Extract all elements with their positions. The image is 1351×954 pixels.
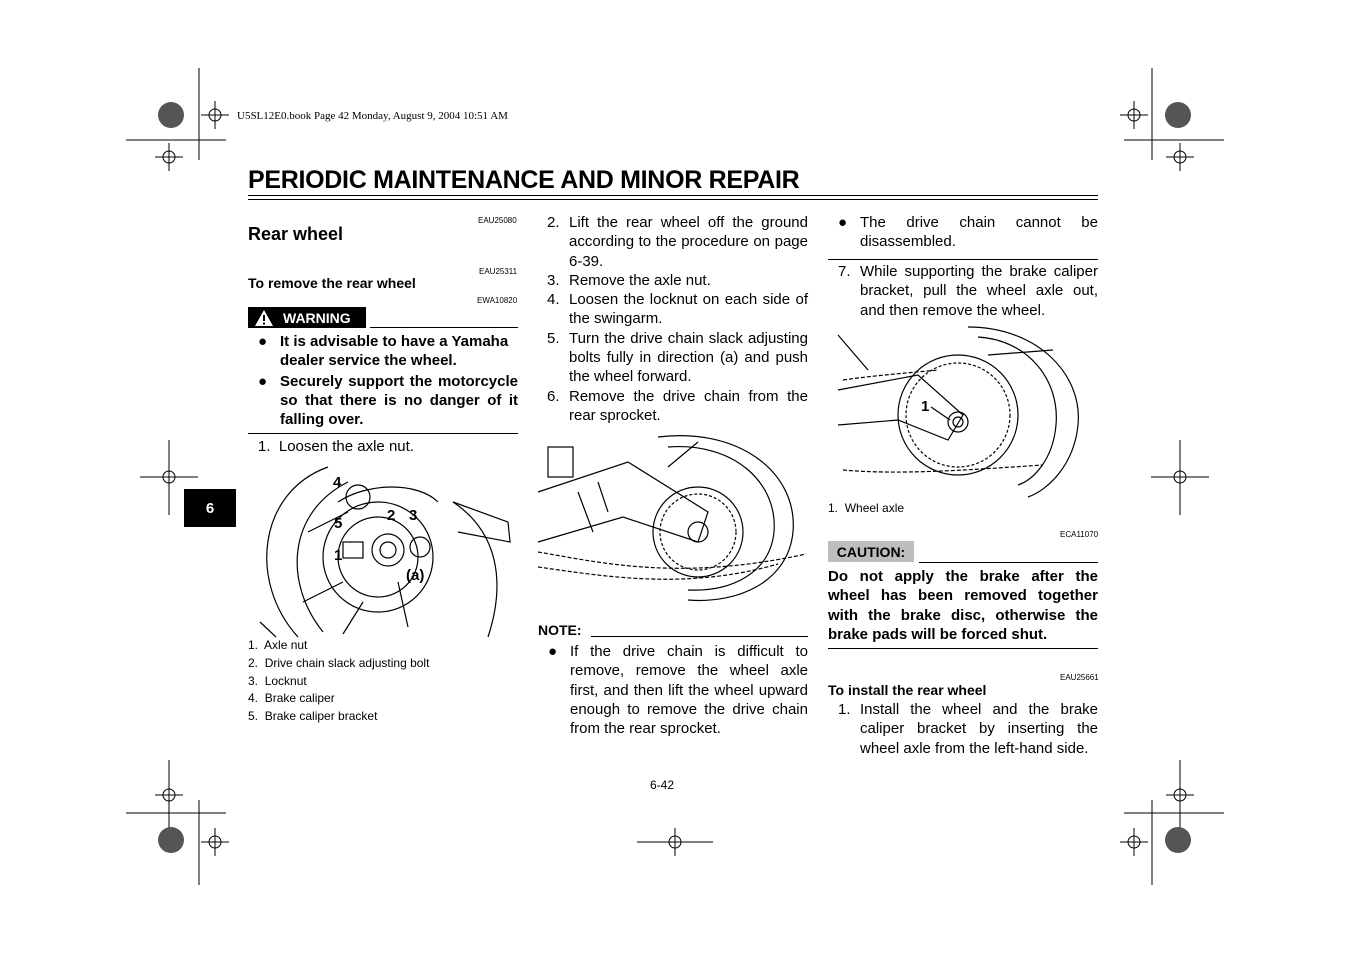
warning-list	[258, 332, 518, 429]
legend-item: 4. Brake caliper	[248, 691, 335, 706]
figure-axle-nut	[248, 462, 518, 642]
code-eau25080: EAU25080	[478, 216, 517, 225]
warning-item: ● It is advisable to have a Yamaha dealer service the wheel.	[258, 333, 509, 370]
section-heading: Rear wheel	[248, 224, 344, 244]
chapter-tab: 6	[184, 489, 236, 527]
legend-item: 2. Drive chain slack adjusting bolt	[248, 655, 430, 670]
code-ewa10820: EWA10820	[477, 296, 518, 305]
callout-1: 1	[921, 398, 930, 415]
install-heading: To install the rear wheel	[828, 682, 987, 698]
warning-item: ● Securely support the motorcycle so that there is no danger of it falling over.	[258, 372, 518, 429]
step-item: 5. Turn the drive chain slack adjusting bolts fully in direction (a) and push the wheel forward.	[547, 329, 808, 386]
chain-bullet: ● The drive chain cannot be disassembled.	[838, 214, 1098, 251]
step-item: 2. Lift the rear wheel off the ground according to the procedure on page 6-39.	[547, 214, 808, 270]
legend-item: 5. Brake caliper bracket	[248, 709, 378, 724]
caution-rule	[919, 562, 1098, 563]
code-eau25311: EAU25311	[479, 267, 518, 276]
step-1: 1. Loosen the axle nut.	[258, 438, 414, 455]
title-rule-second	[248, 199, 1098, 200]
warning-label	[248, 307, 366, 328]
legend-item: 3. Locknut	[248, 673, 307, 688]
callout-2: 2	[387, 507, 396, 524]
legend-item: 1. Axle nut	[248, 638, 308, 652]
figure-drive-chain	[538, 432, 808, 607]
title-rule	[248, 195, 1098, 196]
note-rule	[591, 636, 808, 637]
note-end-rule	[828, 259, 1098, 260]
install-step-1: 1. Install the wheel and the brake caliper bracket by inserting the wheel axle from the left-hand side.	[838, 701, 1098, 757]
sub-heading: To remove the rear wheel	[248, 275, 416, 291]
callout-1: 1	[334, 547, 343, 564]
caution-end-rule	[828, 648, 1098, 649]
warning-rule	[370, 327, 518, 328]
callout-3: 3	[409, 507, 418, 524]
page-number: 6-42	[650, 778, 675, 792]
warning-text: WARNING	[283, 309, 351, 326]
figure-wheel-axle	[838, 325, 1108, 500]
warning-triangle-icon	[254, 309, 274, 327]
note-label: NOTE:	[538, 622, 582, 638]
step-item: 3. Remove the axle nut.	[547, 271, 711, 289]
note-text: ● If the drive chain is difficult to remove, remove the wheel axle first, and then lift the wheel upward enough to remove the drive chain from the rear sprocket.	[548, 643, 808, 738]
callout-4: 4	[333, 474, 342, 491]
code-eca11070: ECA11070	[1060, 530, 1099, 539]
step-item: 6. Remove the drive chain from the rear sprocket.	[547, 387, 808, 424]
callout-a: (a)	[406, 567, 425, 584]
step-7: 7. While supporting the brake caliper bracket, pull the wheel axle out, and then remove the wheel.	[838, 263, 1098, 319]
steps-2-6	[547, 213, 808, 425]
warning-end-rule	[248, 433, 518, 434]
figure3-legend: 1. Wheel axle	[828, 501, 905, 515]
figure1-legend	[248, 637, 429, 726]
file-info-line: U5SL12E0.book Page 42 Monday, August 9, 2004 10:51 AM	[237, 110, 508, 122]
caution-text: Do not apply the brake after the wheel has been removed together with the brake disc, otherwise the brake pads will be forced shut.	[828, 568, 1098, 643]
page-title: PERIODIC MAINTENANCE AND MINOR REPAIR	[248, 166, 800, 194]
step-item: 4. Loosen the locknut on each side of the swingarm.	[547, 291, 808, 328]
caution-label: CAUTION:	[828, 541, 914, 562]
callout-5: 5	[334, 515, 343, 532]
code-eau25661: EAU25661	[1060, 673, 1099, 682]
